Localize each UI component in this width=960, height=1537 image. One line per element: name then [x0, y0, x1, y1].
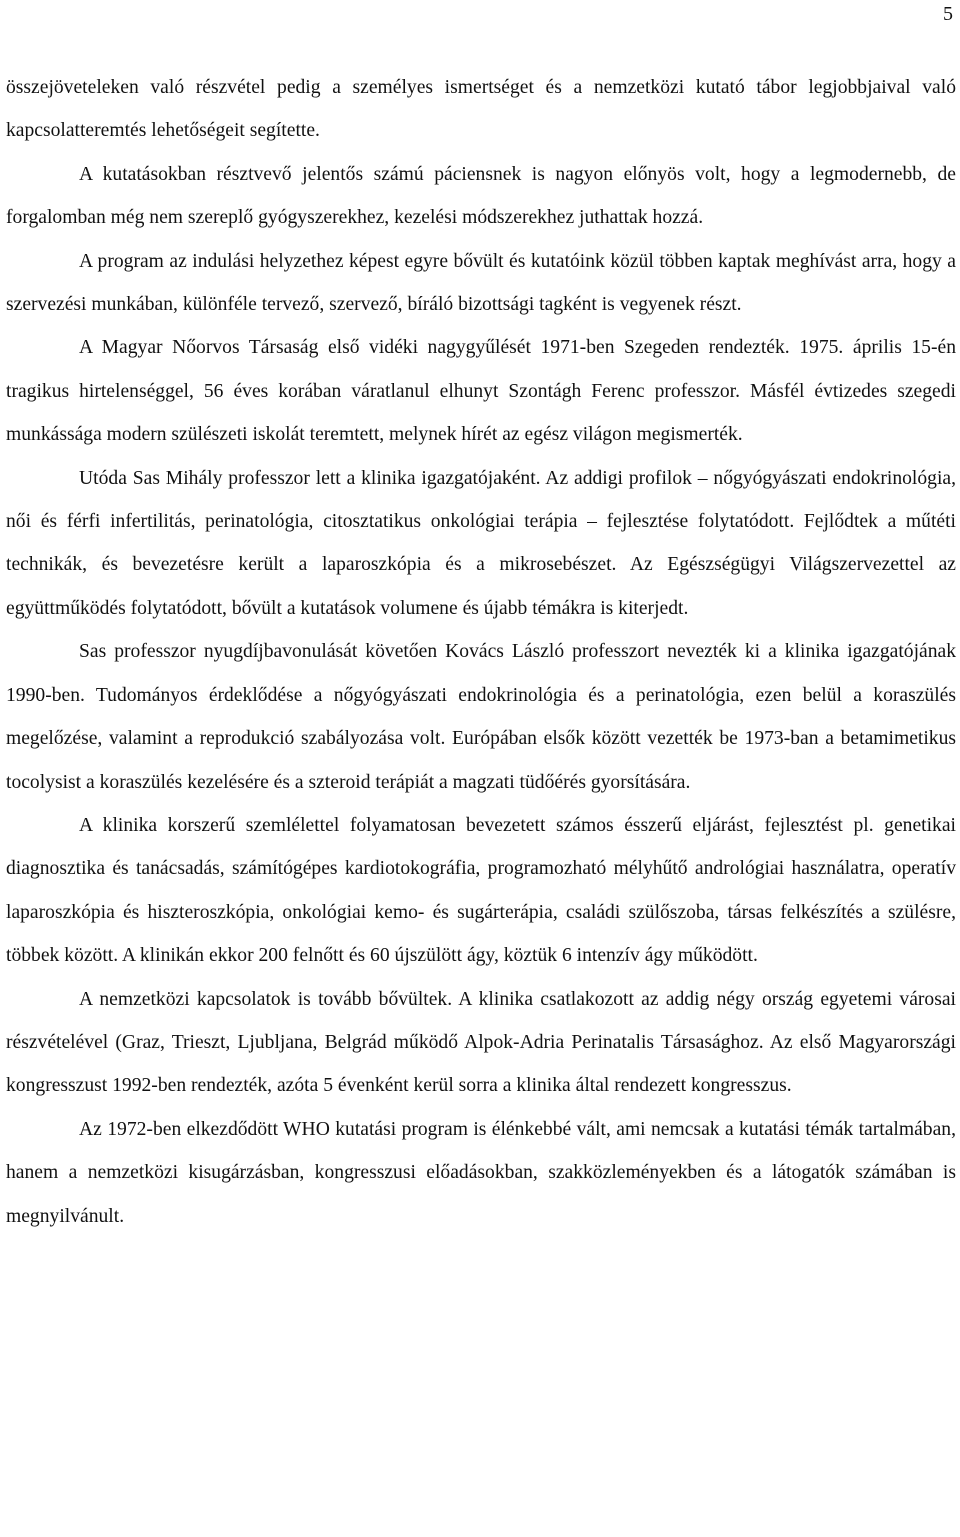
- document-body: [6, 66, 956, 1238]
- paragraph-kovacs: Sas professzor nyugdíjbavonulását követően Kovács László professzort nevezték ki a klinika igazgatójának 1990-ben. Tudományos érdeklődése a nőgyógyászati endokrinológia és a perinatológia, ezen belül a koraszülés megelőzése, valamint a reprodukció szabályozása volt. Európában elsők között vezették be 1973-ban a betamimetikus tocolysist a koraszülés kezelésére és a szteroid terápiát a magzati tüdőérés gyorsítására.: [6, 641, 956, 793]
- paragraph-international: A nemzetközi kapcsolatok is tovább bővültek. A klinika csatlakozott az addig négy ország egyetemi városai részvételével (Graz, Trieszt, Ljubljana, Belgrád működő Alpok-Adria Perinatalis Társasághoz. Az első Magyarországi kongresszust 1992-ben rendezték, azóta 5 évenként kerül sorra a klinika által rendezett kongresszus.: [6, 988, 956, 1097]
- page-number: 5: [943, 3, 953, 25]
- paragraph-successor-sas: Utóda Sas Mihály professzor lett a klinika igazgatójaként. Az addigi profilok – nőgyógyászati endokrinológia, női és férfi infertilitás, perinatológia, citosztatikus onkológiai terápia – fejlesztése folytatódott. Fejlődtek a műtéti technikák, és bevezetésre került a laparoszkópia és a mikrosebészet. Az Egészségügyi Világszervezettel az együttműködés folytatódott, bővült a kutatások volumene és újabb témákra is kiterjedt.: [6, 467, 956, 619]
- paragraph-who-program: Az 1972-ben elkezdődött WHO kutatási program is élénkebbé vált, ami nemcsak a kutatási témák tartalmában, hanem a nemzetközi kisugárzásban, kongresszusi előadásokban, szakközleményekben és a látogatók számában is megnyilvánult.: [6, 1118, 956, 1227]
- paragraph-society-1971: A Magyar Nőorvos Társaság első vidéki nagygyűlését 1971-ben Szegeden rendezték. 1975. április 15-én tragikus hirtelenséggel, 56 éves korában váratlanul elhunyt Szontágh Ferenc professzor. Másfél évtizedes szegedi munkássága modern szülészeti iskolát teremtett, melynek hírét az egész világon megismerték.: [6, 337, 956, 446]
- paragraph-program: A program az indulási helyzethez képest egyre bővült és kutatóink közül többen kaptak meghívást arra, hogy a szervezési munkában, különféle tervező, szervező, bíráló bizottsági tagként is vegyenek részt.: [6, 250, 956, 316]
- paragraph-continuation: összejöveteleken való részvétel pedig a személyes ismertséget és a nemzetközi kutató tábor legjobbjaival való kapcsolatteremtés lehetőségeit segítette.: [6, 77, 956, 142]
- paragraph-clinic-methods: A klinika korszerű szemlélettel folyamatosan bevezetett számos ésszerű eljárást, fejlesztést pl. genetikai diagnosztika és tanácsadás, számítógépes kardiotokográfia, programozható mélyhűtő andrológiai használatra, operatív laparoszkópia és hiszteroszkópia, onkológiai kemo- és sugárterápia, családi szülőszoba, társas felkészítés a szülésre, többek között. A klinikán ekkor 200 felnőtt és 60 újszülött ágy, köztük 6 intenzív ágy működött.: [6, 814, 956, 967]
- paragraph-patients: A kutatásokban résztvevő jelentős számú páciensnek is nagyon előnyös volt, hogy a legmodernebb, de forgalomban még nem szereplő gyógyszerekhez, kezelési módszerekhez juthattak hozzá.: [6, 163, 956, 229]
